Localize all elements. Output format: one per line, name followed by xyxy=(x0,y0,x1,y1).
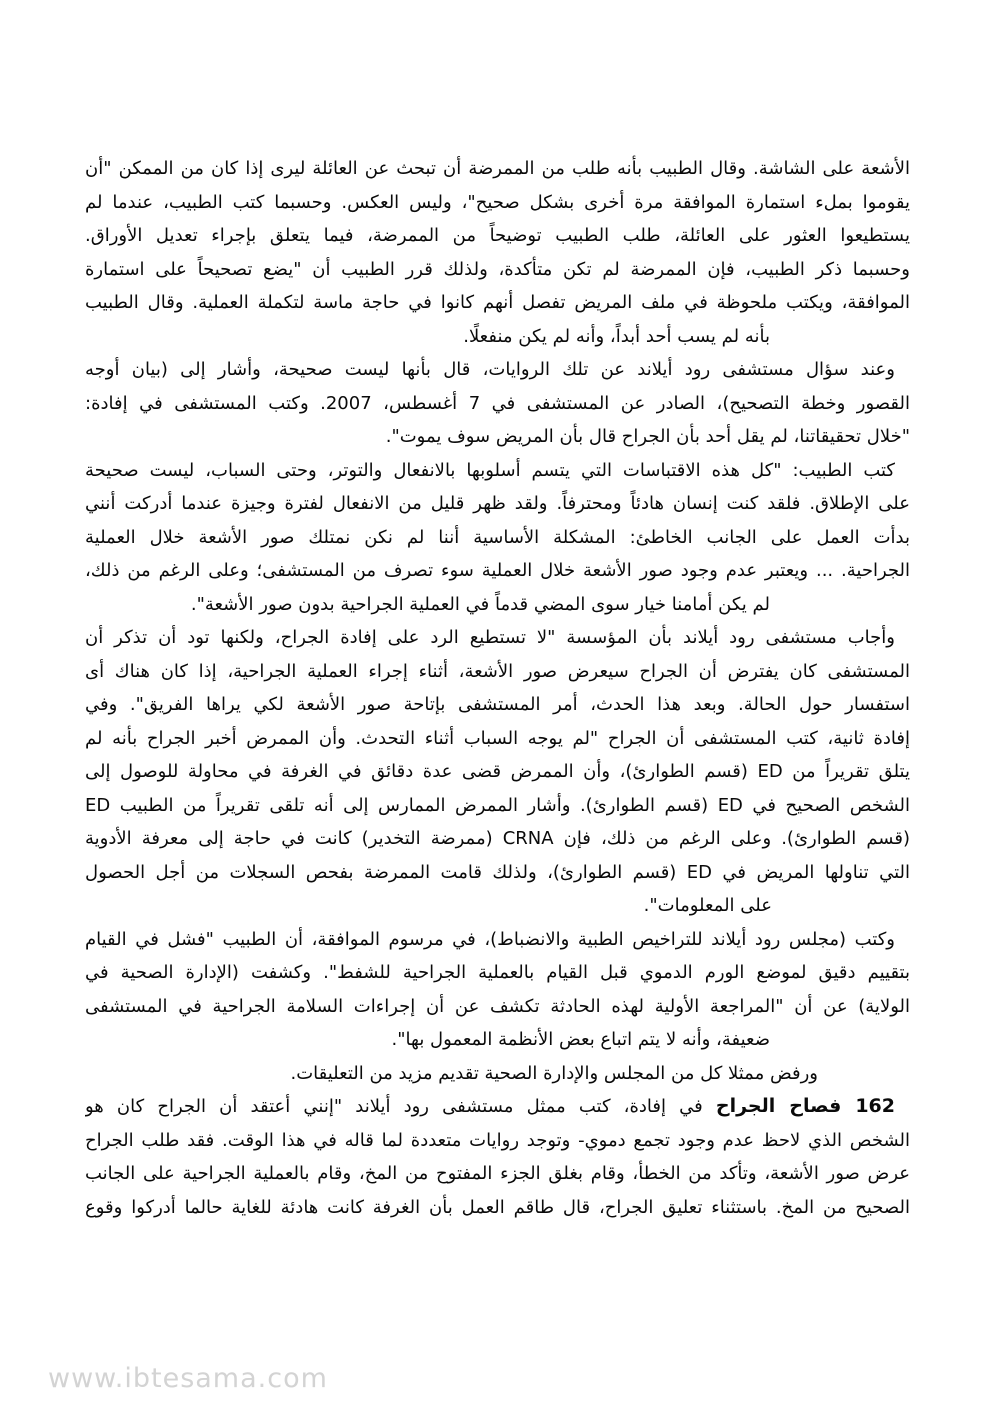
text-line: يتلق تقريراً من ED (قسم الطوارئ)، وأن الممرض قضى عدة دقائق في الغرفة في محاولة للوصول إلى xyxy=(85,761,910,782)
text-line: يستطيعوا العثور على العائلة، طلب الطبيب توضيحاً من الممرضة، فيما يتعلق بإجراء تعديل الأوراق. xyxy=(85,225,910,246)
text-line: بتقييم دقيق لموضع الورم الدموي قبل القيام بالعملية الجراحية للشفط". وكشفت (الإدارة الصحية في xyxy=(85,962,910,983)
paragraph xyxy=(85,621,910,923)
text-line: الجراحية. ... ويعتبر عدم وجود صور الأشعة خلال العملية سوء تصرف من المستشفى؛ وعلى الرغم من ذلك، xyxy=(85,560,910,581)
text-line: يقوموا بملء استمارة الموافقة مرة أخرى بشكل صحيح"، وليس العكس. وحسبما كتب الطبيب، عندما لم xyxy=(85,191,910,213)
text-line: وعند سؤال مستشفى رود أيلاند عن تلك الروايات، قال بأنها ليست صحيحة، وأشار إلى (بيان أوجه xyxy=(85,359,895,380)
text-line: ضعيفة، وأنه لا يتم اتباع بعض الأنظمة المعمول بها". xyxy=(391,1029,770,1050)
text-segment: في إفادة، كتب ممثل مستشفى رود أيلاند "إنني أعتقد أن الجراح كان هو xyxy=(85,1096,716,1117)
text-line: الولاية) عن أن "المراجعة الأولية لهذه الحادثة تكشف عن أن إجراءات السلامة الجراحية في المستشفى xyxy=(85,995,910,1017)
text-line: لم يكن أمامنا خيار سوى المضي قدماً في العملية الجراحية بدون صور الأشعة". xyxy=(190,593,770,615)
paragraph xyxy=(85,1090,910,1224)
text-line: ورفض ممثلا كل من المجلس والإدارة الصحية تقديم مزيد من التعليقات. xyxy=(290,1062,818,1084)
text-line: على المعلومات". xyxy=(643,895,772,916)
text-line: وأجاب مستشفى رود أيلاند بأن المؤسسة "لا تستطيع الرد على إفادة الجراح، ولكنها تود أن تذكر أن xyxy=(85,627,895,648)
text-line: كتب الطبيب: "كل هذه الاقتباسات التي يتسم أسلوبها بالانفعال والتوتر، وحتى السباب، ليست صحيحة xyxy=(85,459,895,481)
text-line: بدأت العمل على الجانب الخاطئ: المشكلة الأساسية أننا لم نكن نمتلك صور الأشعة خلال العملية xyxy=(85,526,910,548)
text-line: وكتب (مجلس رود أيلاند للتراخيص الطبية والانضباط)، في مرسوم الموافقة، أن الطبيب "فشل في القيام xyxy=(85,928,895,950)
paragraph xyxy=(85,454,910,622)
paragraph xyxy=(85,353,910,454)
text-line: المستشفى كان يفترض أن الجراح سيعرض صور الأشعة، أثناء إجراء العملية الجراحية، إذا كان هناك أى xyxy=(85,660,910,682)
text-line: بأنه لم يسب أحد أبداً، وأنه لم يكن منفعلًا. xyxy=(463,325,770,347)
text-line: الشخص الصحيح في ED (قسم الطوارئ). وأشار الممرض الممارس إلى أنه تلقى تقريراً من الطبيب ED xyxy=(85,794,910,816)
paragraph xyxy=(85,1057,910,1091)
text-line: استفسار حول الحالة. وبعد هذا الحدث، أمر المستشفى بإتاحة صور الأشعة لكي يراها الفريق". وفي xyxy=(85,694,910,715)
paragraph xyxy=(85,152,910,353)
text-line: التي تناولها المريض في ED (قسم الطوارئ)، ولذلك قامت الممرضة بفحص السجلات من أجل الحصول xyxy=(85,861,910,883)
text-line: الأشعة على الشاشة. وقال الطبيب بأنه طلب من الممرضة أن تبحث عن العائلة ليرى إذا كان من الممكن "أن xyxy=(85,158,910,179)
text-line: الموافقة، ويكتب ملحوظة في ملف المريض تفصل أنهم كانوا في حاجة ماسة لتكملة العملية. وقال الطبيب xyxy=(85,292,910,313)
text-line: وحسبما ذكر الطبيب، فإن الممرضة لم تكن متأكدة، ولذلك قرر الطبيب أن "يضع تصحيحاً على استمارة xyxy=(85,258,910,280)
text-line: على الإطلاق. فلقد كنت إنسان هادئاً ومحترفاً. ولقد ظهر قليل من الانفعال لفترة وجيزة عندما أدركت أنني xyxy=(85,493,910,514)
text-line: إفادة ثانية، كتب المستشفى أن الجراح "لم يوجه السباب أثناء التحدث. وأن الممرض أخبر الجراح بأنه لم xyxy=(85,727,910,749)
text-line xyxy=(85,1090,910,1124)
watermark: www.ibtesama.com xyxy=(48,1363,328,1394)
section-heading: 162 فصاح الجراح xyxy=(715,1095,895,1117)
text-line: عرض صور الأشعة، وتأكد من الخطأ، وقام بغلق الجزء المفتوح من المخ، وقام بالعملية الجراحية على الجانب xyxy=(85,1163,910,1184)
text-line: (قسم الطوارئ). وعلى الرغم من ذلك، فإن CRNA (ممرضة التخدير) كانت في حاجة إلى معرفة الأدوية xyxy=(85,828,910,849)
text-line: القصور وخطة التصحيح)، الصادر عن المستشفى في 7 أغسطس، 2007. وكتب المستشفى في إفادة: xyxy=(85,392,910,414)
text-column xyxy=(85,152,910,1224)
text-line: الصحيح من المخ. باستثناء تعليق الجراح، قال طاقم العمل بأن الغرفة كانت هادئة للغاية حالما أدركوا وقوع xyxy=(85,1196,910,1218)
text-line: الشخص الذي لاحظ عدم وجود تجمع دموي- وتوجد روايات متعددة لما قاله في هذا الوقت. فقد طلب الجراح xyxy=(85,1129,910,1151)
text-line: "خلال تحقيقاتنا، لم يقل أحد بأن الجراح قال بأن المريض سوف يموت". xyxy=(385,426,910,447)
paragraph xyxy=(85,923,910,1057)
